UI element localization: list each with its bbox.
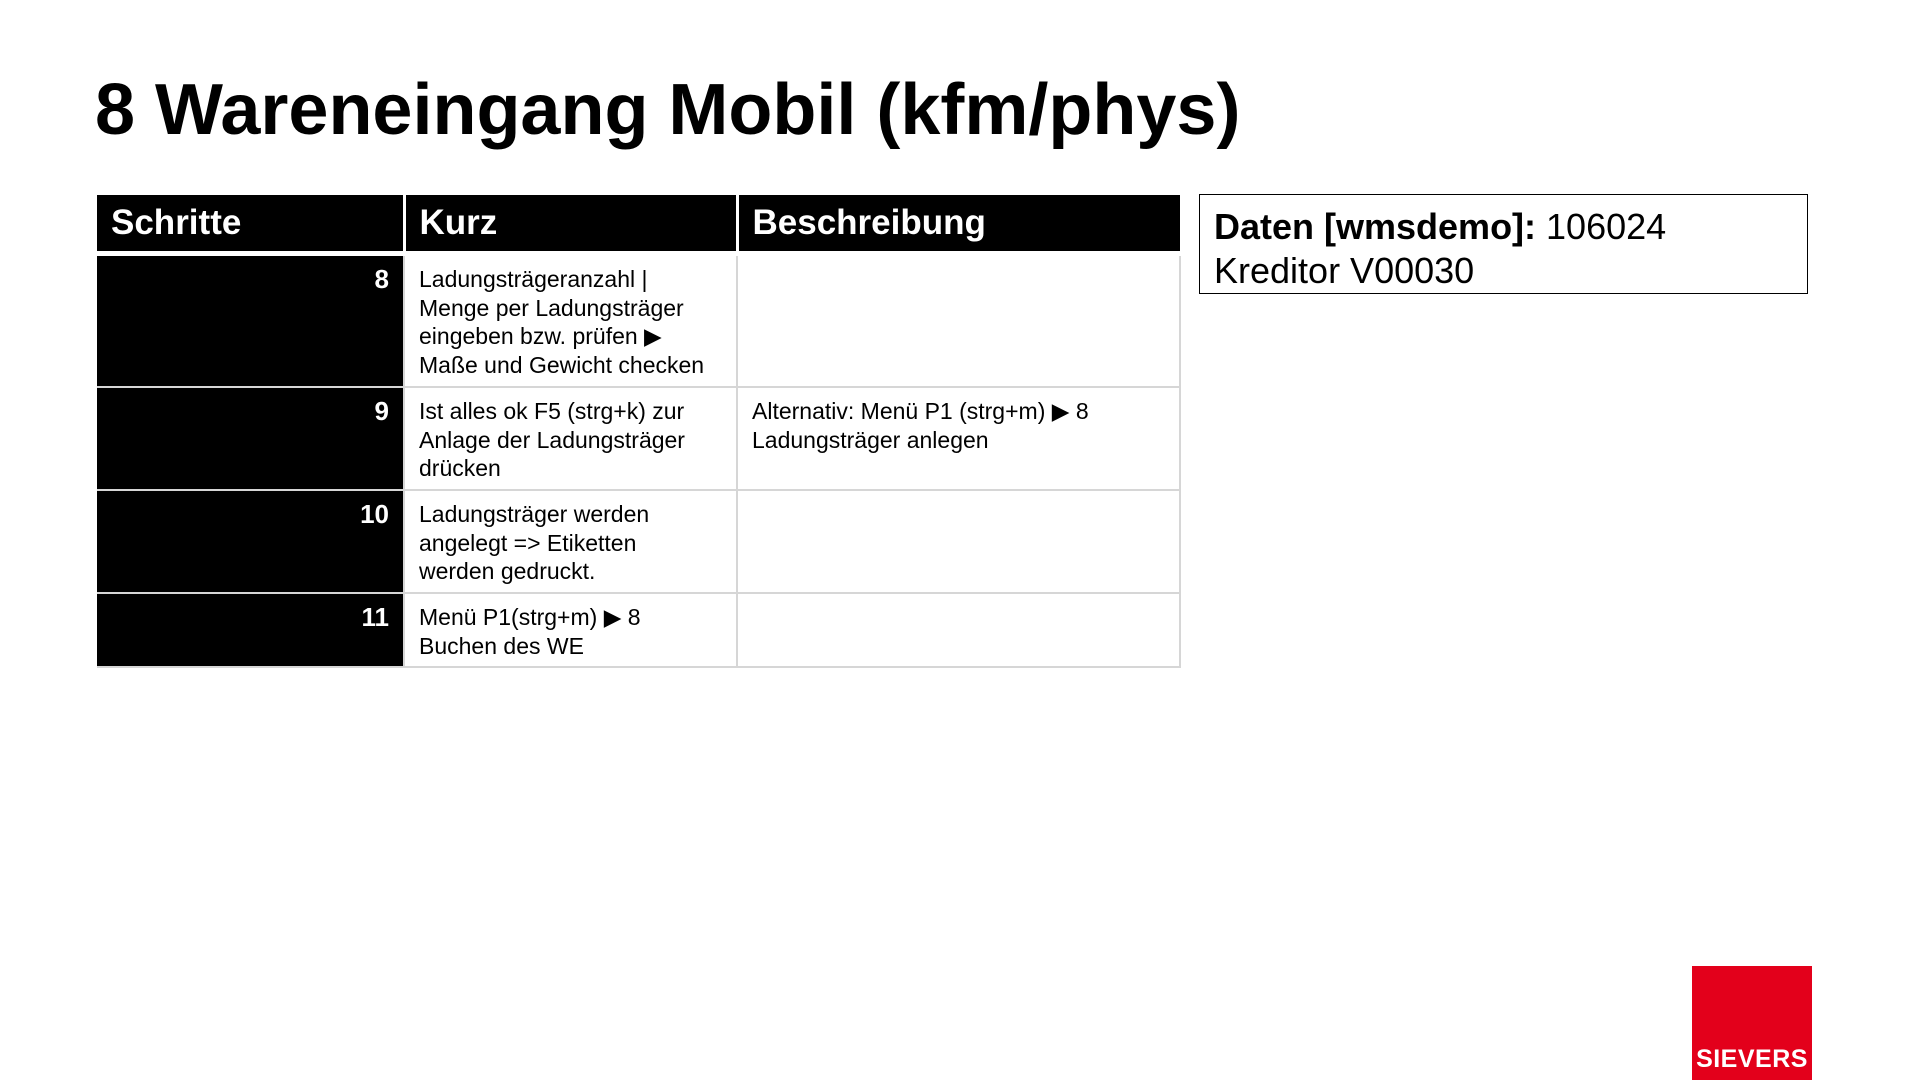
data-info-line-1: [1214, 205, 1793, 249]
data-info-line-2: Kreditor V00030: [1214, 250, 1475, 291]
step-beschreibung: [737, 593, 1180, 667]
logo-text: SIEVERS: [1696, 1045, 1808, 1073]
table-row: [97, 490, 1180, 593]
step-beschreibung: [737, 490, 1180, 593]
step-number: 8: [97, 254, 404, 388]
step-beschreibung: Alternativ: Menü P1 (strg+m) ▶ 8 Ladungsträger anlegen: [737, 387, 1180, 490]
step-number: 10: [97, 490, 404, 593]
step-kurz: Ladungsträger werden angelegt => Etiketten werden gedruckt.: [404, 490, 737, 593]
data-info-label: Daten [wmsdemo]:: [1214, 206, 1537, 247]
column-header-schritte: Schritte: [97, 195, 404, 254]
table-row: [97, 387, 1180, 490]
table-row: [97, 254, 1180, 388]
table-header-row: [97, 195, 1180, 254]
page-title: 8 Wareneingang Mobil (kfm/phys): [95, 70, 1241, 150]
column-header-kurz: Kurz: [404, 195, 737, 254]
sievers-logo: [1692, 966, 1812, 1080]
steps-table: [97, 195, 1181, 668]
step-number: 11: [97, 593, 404, 667]
step-kurz: Menü P1(strg+m) ▶ 8 Buchen des WE: [404, 593, 737, 667]
column-header-beschreibung: Beschreibung: [737, 195, 1180, 254]
data-info-box: [1199, 194, 1808, 294]
step-kurz: Ladungsträgeranzahl | Menge per Ladungsträger eingeben bzw. prüfen ▶ Maße und Gewicht checken: [404, 254, 737, 388]
step-kurz: Ist alles ok F5 (strg+k) zur Anlage der Ladungsträger drücken: [404, 387, 737, 490]
data-info-value: 106024: [1536, 206, 1667, 247]
step-number: 9: [97, 387, 404, 490]
table-row: [97, 593, 1180, 667]
step-beschreibung: [737, 254, 1180, 388]
